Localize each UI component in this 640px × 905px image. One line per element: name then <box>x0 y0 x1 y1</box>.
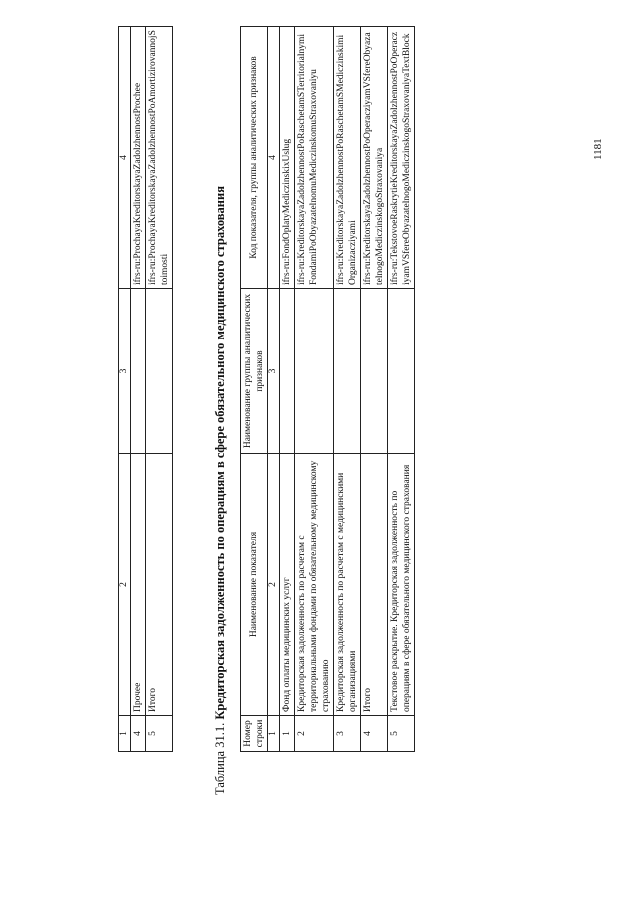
column-number-row <box>119 27 131 752</box>
payables-table <box>240 26 415 752</box>
table-caption <box>213 186 228 795</box>
row-number: 4 <box>131 716 146 752</box>
table-row <box>388 27 415 752</box>
header-indicator-name: Наименование показателя <box>241 454 268 716</box>
table-row <box>295 27 334 752</box>
indicator-code: ifrs-ru:KreditorskayaZadolzhennostPoOperacziyamVSfereObyazatelnogoMediczinskogoStraxovaniya <box>361 27 388 289</box>
column-number: 2 <box>268 454 280 716</box>
caption-title: Кредиторская задолженность по операциям в сфере обязательного медицинского страхования <box>213 186 227 720</box>
indicator-name: Итого <box>146 454 173 716</box>
header-row-number: Номер строки <box>241 716 268 752</box>
table-row <box>280 27 295 752</box>
header-indicator-code: Код показателя, группы аналитических признаков <box>241 27 268 289</box>
caption-prefix: Таблица 31.1. <box>213 722 227 795</box>
table-row <box>131 27 146 752</box>
indicator-name: Кредиторская задолженность по расчетам с территориальными фондами по обязательному медицинскому страхованию <box>295 454 334 716</box>
group-name <box>295 289 334 454</box>
column-number-row <box>268 27 280 752</box>
indicator-name: Текстовое раскрытие. Кредиторская задолженность по операциям в сфере обязательного медицинского страхования <box>388 454 415 716</box>
group-name <box>361 289 388 454</box>
row-number: 5 <box>146 716 173 752</box>
column-number: 4 <box>119 27 131 289</box>
indicator-name: Кредиторская задолженность по расчетам с медицинскими организациями <box>334 454 361 716</box>
indicator-code: ifrs-ru:ProchayaKreditorskayaZadolzhennostPoAmortizirovannojStoimosti <box>146 27 173 289</box>
column-number: 4 <box>268 27 280 289</box>
row-number: 4 <box>361 716 388 752</box>
group-name <box>146 289 173 454</box>
continued-table <box>118 26 173 752</box>
group-name <box>280 289 295 454</box>
group-name <box>334 289 361 454</box>
page-number: 1181 <box>592 138 604 160</box>
table-row <box>361 27 388 752</box>
row-number: 2 <box>295 716 334 752</box>
table-row <box>334 27 361 752</box>
indicator-code: ifrs-ru:ProchayaKreditorskayaZadolzhennostProchee <box>131 27 146 289</box>
column-number: 1 <box>119 716 131 752</box>
column-number: 3 <box>119 289 131 454</box>
row-number: 1 <box>280 716 295 752</box>
column-number: 2 <box>119 454 131 716</box>
indicator-code: ifrs-ru:KreditorskayaZadolzhennostPoRaschetamSMediczinskimiOrganizacziyami <box>334 27 361 289</box>
column-number: 1 <box>268 716 280 752</box>
column-number: 3 <box>268 289 280 454</box>
indicator-name: Прочее <box>131 454 146 716</box>
row-number: 3 <box>334 716 361 752</box>
indicator-name: Фонд оплаты медицинских услуг <box>280 454 295 716</box>
indicator-name: Итого <box>361 454 388 716</box>
row-number: 5 <box>388 716 415 752</box>
indicator-code: ifrs-ru:TekstovoeRaskrytieKreditorskayaZadolzhennostPoOperacziyamVSfereObyazatelnogoMediczinskogoStraxovaniyaTextBlock <box>388 27 415 289</box>
header-row <box>241 27 268 752</box>
indicator-code: ifrs-ru:KreditorskayaZadolzhennostPoRaschetamSTerritorialnymiFondamiPoObyazatelnomuMediczinskomuStraxovaniyu <box>295 27 334 289</box>
header-group-name: Наименование группы аналитических признаков <box>241 289 268 454</box>
group-name <box>131 289 146 454</box>
indicator-code: ifrs-ru:FondOplatyMediczinskixUslug <box>280 27 295 289</box>
group-name <box>388 289 415 454</box>
table-row <box>146 27 173 752</box>
